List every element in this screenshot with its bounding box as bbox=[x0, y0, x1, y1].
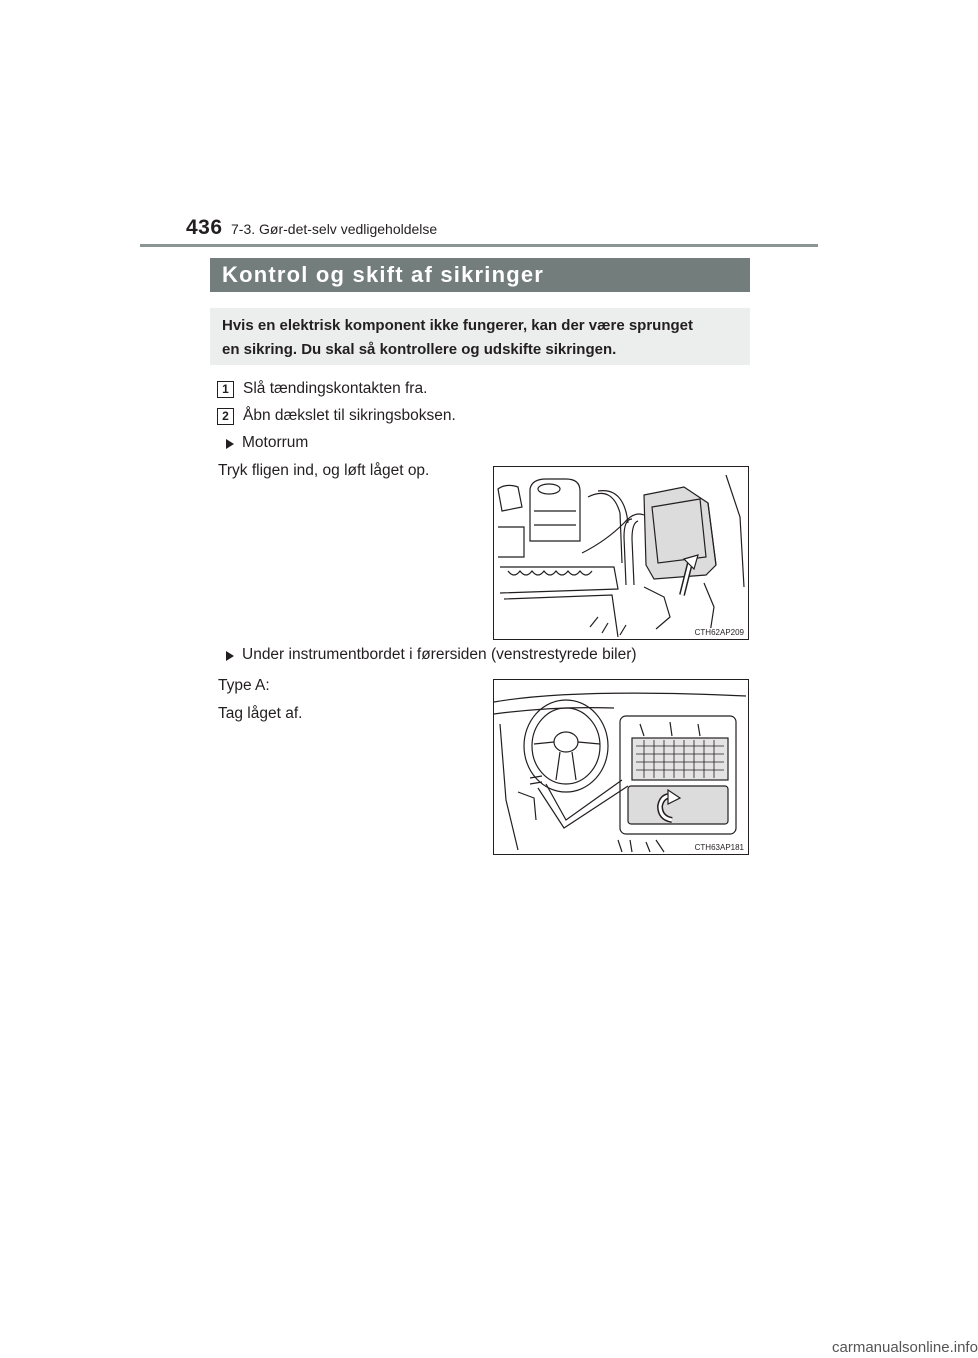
section-path: 7-3. Gør-det-selv vedligeholdelse bbox=[231, 221, 438, 237]
figure-engine-fuse-box bbox=[493, 466, 749, 640]
figure-dashboard-fuse-box bbox=[493, 679, 749, 855]
intro-box bbox=[210, 308, 750, 365]
section-title: Kontrol og skift af sikringer bbox=[222, 262, 545, 287]
triangle-bullet-icon bbox=[226, 439, 234, 449]
instruction-under-dashboard: Tag låget af. bbox=[218, 705, 303, 722]
subheading-under-dashboard: Under instrumentbordet i førersiden (venstrestyrede biler) bbox=[242, 646, 637, 663]
step-number-1: 1 bbox=[217, 381, 234, 398]
page-number: 436 bbox=[186, 216, 223, 239]
dashboard-fuse-box-illustration bbox=[494, 680, 748, 854]
figure-code: CTH63AP181 bbox=[694, 843, 744, 852]
figure-code: CTH62AP209 bbox=[694, 628, 744, 637]
step-number-2: 2 bbox=[217, 408, 234, 425]
engine-fuse-box-illustration bbox=[494, 467, 748, 639]
subheading-engine-compartment: Motorrum bbox=[242, 434, 309, 451]
intro-line-2: en sikring. Du skal så kontrollere og udskifte sikringen. bbox=[222, 341, 617, 358]
header-rule bbox=[140, 244, 818, 247]
triangle-bullet-icon bbox=[226, 651, 234, 661]
section-title-bar bbox=[210, 258, 750, 292]
step-text-2: Åbn dækslet til sikringsboksen. bbox=[243, 407, 456, 424]
step-text-1: Slå tændingskontakten fra. bbox=[243, 380, 428, 397]
intro-line-1: Hvis en elektrisk komponent ikke fungerer, kan der være sprunget bbox=[222, 317, 693, 334]
type-label: Type A: bbox=[218, 677, 270, 694]
instruction-engine-compartment: Tryk fligen ind, og løft låget op. bbox=[218, 462, 430, 479]
watermark: carmanualsonline.info bbox=[832, 1339, 978, 1356]
